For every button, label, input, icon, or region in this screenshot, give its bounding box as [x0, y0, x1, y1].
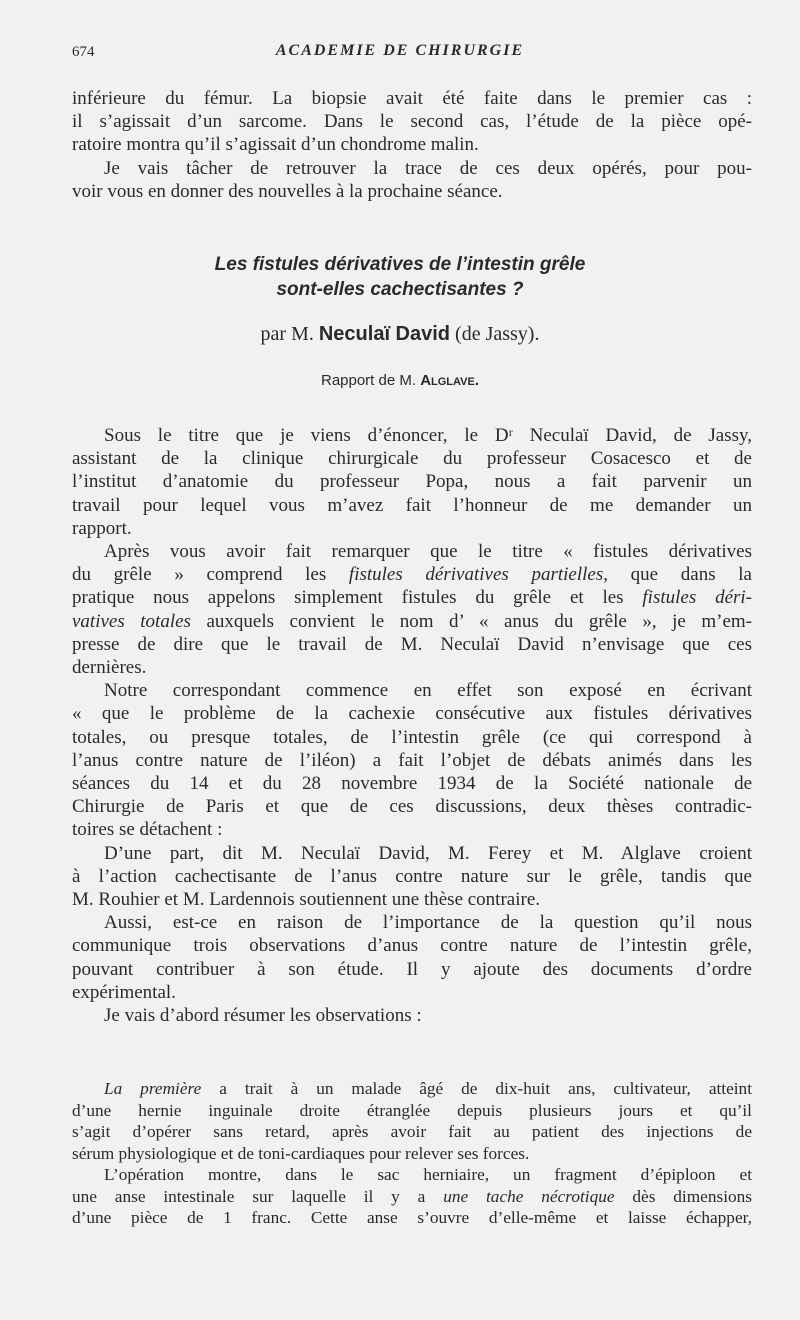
text-line: communique trois observations d’anus contre nature de l’intestin grêle, — [72, 935, 752, 957]
text-line: séances du 14 et du 28 novembre 1934 de la Société nationale de — [72, 773, 752, 795]
observation-text — [72, 1078, 752, 1229]
text-line: « que le problème de la cachexie consécutive aux fistules dérivatives — [72, 703, 752, 725]
text-line: toires se détachent : — [72, 819, 223, 841]
text-line: D’une part, dit M. Neculaï David, M. Ferey et M. Alglave croient — [104, 842, 752, 864]
text-line: ratoire montra qu’il s’agissait d’un chondrome malin. — [72, 134, 479, 156]
report-line — [0, 372, 800, 389]
text-run: pratique nous appelons simplement fistules du grêle et les — [72, 587, 643, 609]
text-line: dernières. — [72, 657, 147, 679]
text-line — [72, 1186, 752, 1208]
text-run: auxquels convient le nom d’ « anus du grêle », je m’em- — [190, 610, 752, 632]
body-text — [72, 424, 752, 1027]
text-line: expérimental. — [72, 981, 176, 1003]
text-line — [72, 1078, 752, 1100]
text-line: voir vous en donner des nouvelles à la prochaine séance. — [72, 180, 503, 202]
reporter-name: Alglave. — [420, 372, 479, 389]
text-line: travail pour lequel vous m’avez fait l’honneur de me demander un — [72, 494, 752, 516]
title-line-2: sont-elles cachectisantes ? — [276, 279, 524, 300]
text-run: , que dans la — [603, 564, 752, 586]
text-line: Notre correspondant commence en effet son exposé en écrivant — [104, 680, 752, 702]
title-line-1: Les fistules dérivatives de l’intestin grêle — [214, 254, 586, 275]
affiliation: (de Jassy). — [455, 323, 540, 345]
italic-run: vatives totales — [72, 610, 191, 632]
text-line: Aussi, est-ce en raison de l’importance de la question qu’il nous — [104, 912, 752, 934]
text-line: sérum physiologique et de toni-cardiaques pour relever ses forces. — [72, 1143, 530, 1163]
text-line: Sous le titre que je viens d’énoncer, le Dʳ Neculaï David, de Jassy, — [104, 425, 752, 446]
text-line: à l’action cachectisante de l’anus contre nature sur le grêle, tandis que — [72, 865, 752, 887]
report-prefix: Rapport de M. — [320, 372, 417, 389]
text-run: dès dimensions — [614, 1186, 753, 1206]
text-line: Après vous avoir fait remarquer que le titre « fistules dérivatives — [104, 541, 752, 563]
text-line: rapport. — [72, 517, 132, 539]
text-run: une anse intestinale sur laquelle il y a — [72, 1186, 444, 1206]
text-line — [72, 563, 752, 586]
text-line — [72, 586, 752, 609]
text-run: a trait à un malade âgé de dix-huit ans, cultivateur, atteint — [201, 1079, 753, 1098]
text-line: Je vais tâcher de retrouver la trace de ces deux opérés, pour pou- — [104, 157, 752, 179]
italic-run: fistules déri- — [642, 587, 752, 609]
text-line: d’une pièce de 1 franc. Cette anse s’ouvre d’elle-même et laisse échapper, — [72, 1208, 752, 1227]
text-line: totales, ou presque totales, de l’intestin grêle (ce qui correspond à — [72, 726, 752, 748]
text-line: presse de dire que le travail de M. Neculaï David n’envisage que ces — [72, 633, 752, 655]
text-line: l’anus contre nature de l’iléon) a fait l’objet de débats animés dans les — [72, 749, 752, 771]
by-prefix: par M. — [260, 323, 314, 345]
running-header: ACADEMIE DE CHIRURGIE — [275, 42, 525, 59]
text-line: Chirurgie de Paris et que de ces discussions, deux thèses contradic- — [72, 796, 752, 818]
text-run: du grêle » comprend les — [72, 564, 349, 586]
text-line: Je vais d’abord résumer les observations : — [104, 1005, 422, 1027]
text-line: pouvant contribuer à son étude. Il y ajoute des documents d’ordre — [72, 958, 752, 980]
text-line — [72, 610, 752, 633]
text-line: M. Rouhier et M. Lardennois soutiennent une thèse contraire. — [72, 889, 541, 911]
page-number: 674 — [72, 44, 95, 60]
text-line: il s’agissait d’un sarcome. Dans le second cas, l’étude de la pièce opé- — [72, 111, 752, 133]
text-line: l’institut d’anatomie du professeur Popa, nous a fait parvenir un — [72, 471, 752, 493]
italic-run: fistules dérivatives partielles — [348, 564, 604, 586]
intro-text — [72, 87, 752, 203]
text-line: s’agit d’opérer sans retard, après avoir fait au patient des injections de — [72, 1122, 752, 1141]
italic-run: une tache nécrotique — [443, 1186, 615, 1206]
author-name: Neculaï David — [318, 323, 451, 345]
article-title — [0, 252, 800, 302]
text-line: inférieure du fémur. La biopsie avait été faite dans le premier cas : — [72, 88, 752, 109]
text-line: d’une hernie inguinale droite étranglée depuis plusieurs jours et qu’il — [72, 1100, 752, 1120]
text-line: assistant de la clinique chirurgicale du professeur Cosacesco et de — [72, 448, 752, 470]
byline — [0, 323, 800, 346]
text-line: L’opération montre, dans le sac herniaire, un fragment d’épiploon et — [104, 1165, 752, 1184]
italic-run: La première — [104, 1079, 202, 1098]
